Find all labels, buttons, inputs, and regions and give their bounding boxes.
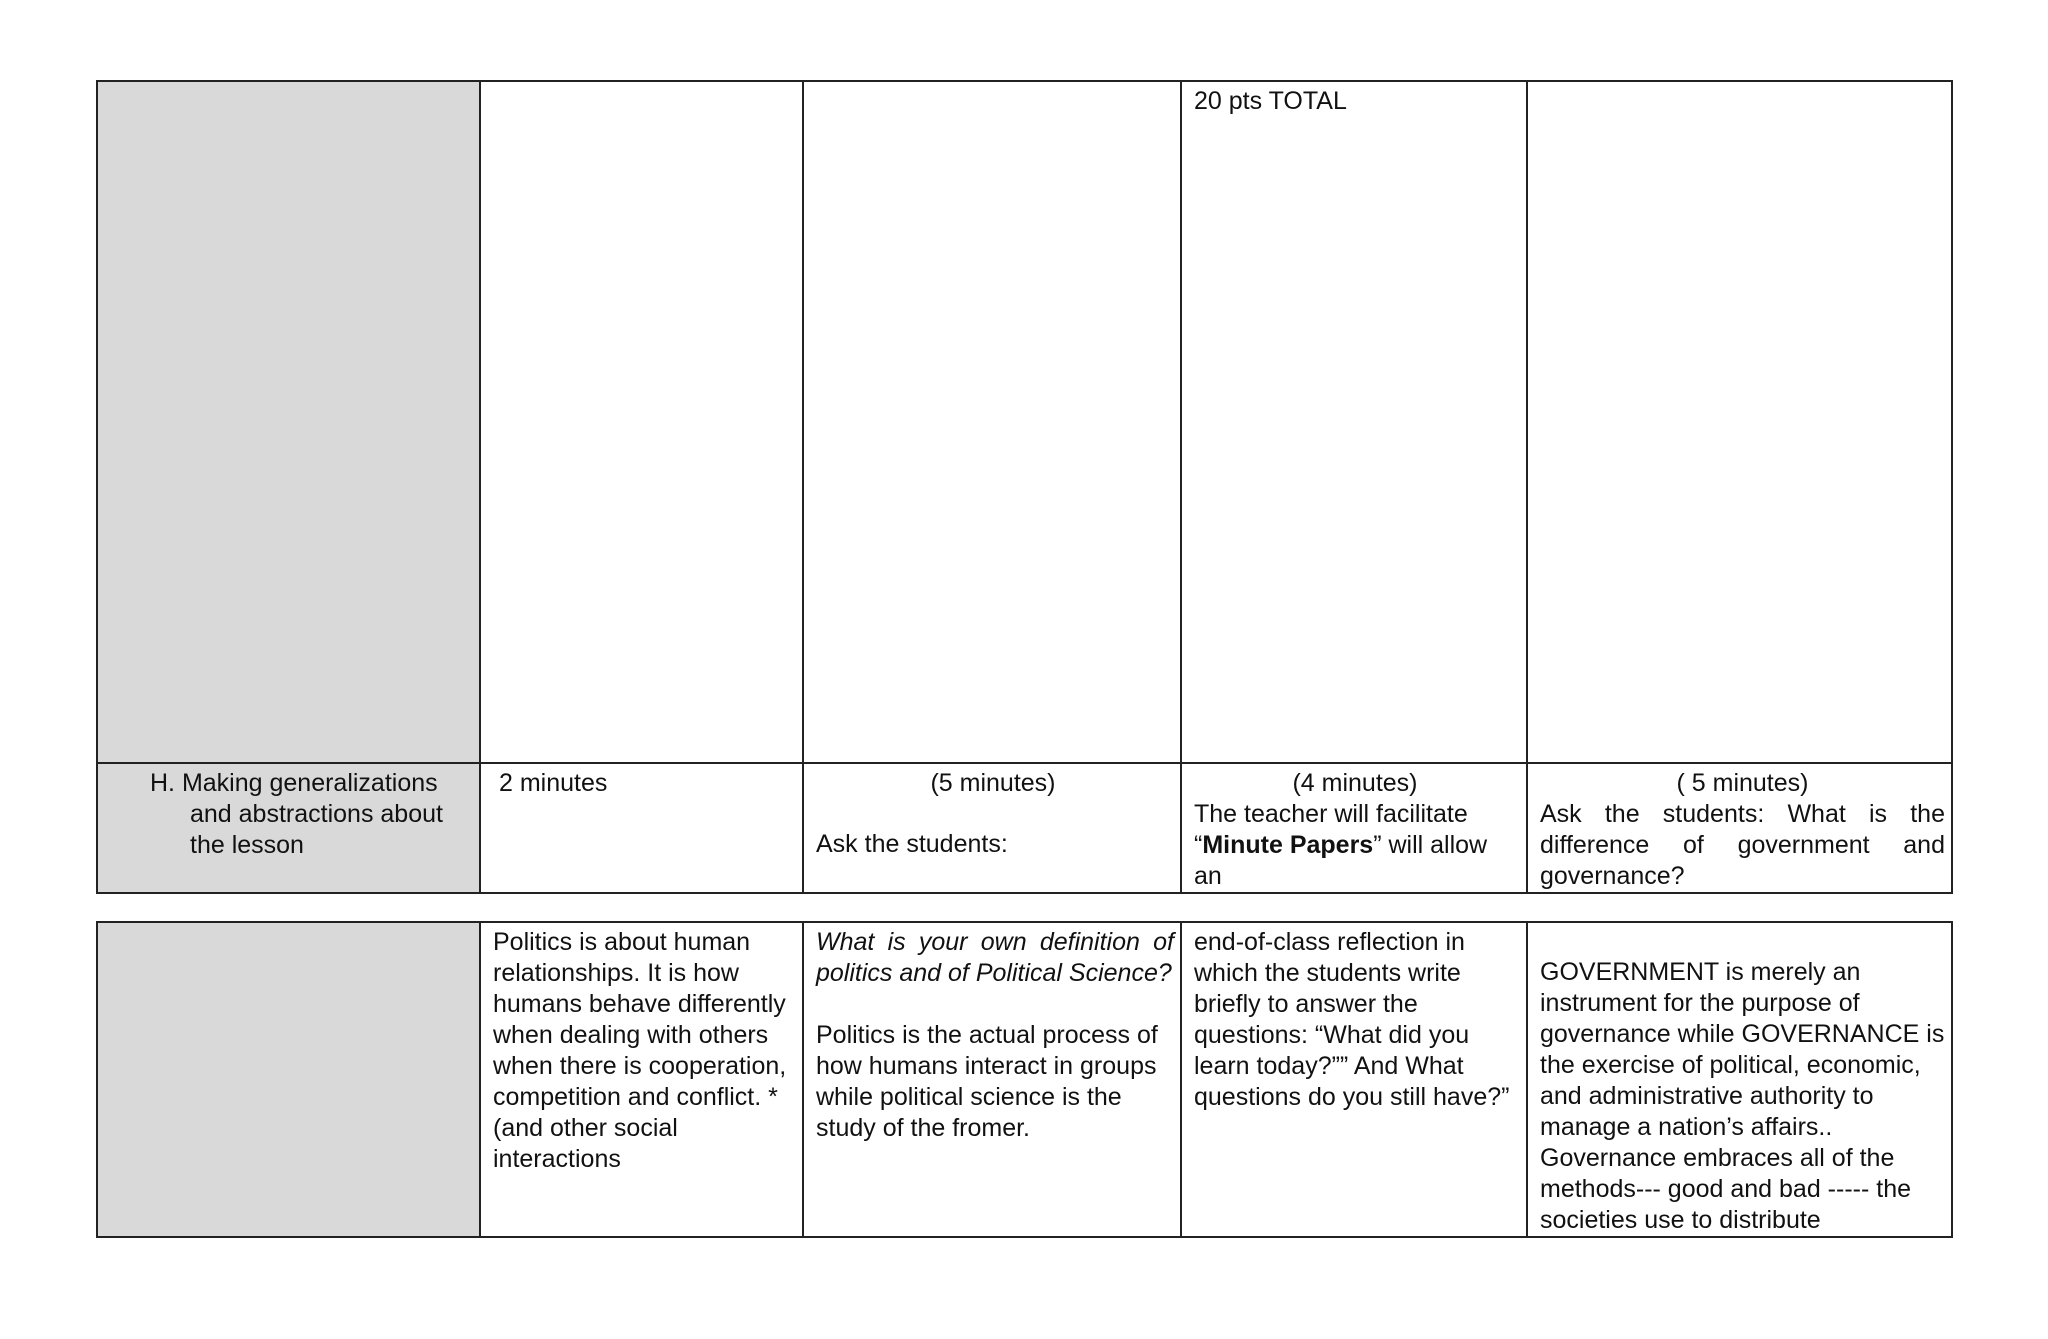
empty-cell	[480, 81, 803, 763]
minute-papers-line2	[1194, 830, 1516, 861]
activity-text: Ask the students:	[816, 830, 1008, 858]
activity-time: (5 minutes)	[930, 769, 1056, 797]
government-governance-cell	[1527, 922, 1952, 1237]
total-points-text: 20 pts TOTAL	[1194, 87, 1347, 115]
minute-papers-line3: an	[1194, 862, 1222, 890]
empty-cell	[803, 81, 1181, 763]
section-label-cell	[97, 81, 480, 763]
political-science-answer: Politics is the actual process of how humans interact in groups while political science is the study of the fromer.	[816, 1021, 1158, 1142]
minute-papers-bold: Minute Papers	[1202, 831, 1374, 859]
section-label-cell	[97, 922, 480, 1237]
government-governance-text: GOVERNMENT is merely an instrument for the purpose of governance while GOVERNANCE is the exercise of political, economic, and administrative authority to manage a nation’s affairs.. Governance embraces all of the methods--- good and bad ----- the societies use to distribute	[1540, 958, 1945, 1234]
governance-question-time: ( 5 minutes)	[1676, 769, 1809, 797]
reflection-cell	[1181, 922, 1527, 1237]
political-science-cell	[803, 922, 1181, 1237]
lesson-plan-table-top	[96, 80, 1953, 894]
minute-papers-content	[1182, 764, 1526, 892]
empty-cell	[1527, 81, 1952, 763]
section-label-h: H. Making generalizations and abstractions about the lesson	[150, 769, 443, 859]
reflection-text: end-of-class reflection in which the students write briefly to answer the questions: “What did you learn today?”” And What questions do you still have?”	[1194, 928, 1510, 1111]
governance-question-text: Ask the students: What is the difference of government and governance?	[1540, 800, 1945, 890]
activity-content	[804, 764, 1180, 860]
spacer	[816, 989, 1174, 1020]
lesson-plan-table-bottom	[96, 921, 1953, 1238]
politics-definition-cell	[480, 922, 803, 1237]
spacer	[816, 799, 1170, 829]
minute-papers-cell	[1181, 763, 1527, 893]
minute-papers-time: (4 minutes)	[1292, 769, 1418, 797]
minute-papers-after: ” will allow	[1373, 831, 1488, 859]
assessment-continuation-row	[97, 81, 1952, 763]
political-science-content	[804, 923, 1180, 1144]
quote-open: “	[1194, 831, 1203, 859]
minute-papers-line1: The teacher will facilitate	[1194, 800, 1468, 828]
answers-row	[97, 922, 1952, 1237]
generalizations-row	[97, 763, 1952, 893]
governance-question-cell	[1527, 763, 1952, 893]
governance-question-content	[1528, 764, 1951, 892]
time-text: 2 minutes	[499, 769, 608, 797]
section-label-cell	[97, 763, 480, 893]
activity-cell	[803, 763, 1181, 893]
time-cell	[480, 763, 803, 893]
political-science-question: What is your own definition of politics and of Political Science?	[816, 928, 1174, 987]
total-points-cell	[1181, 81, 1527, 763]
politics-definition-text: Politics is about human relationships. It is how humans behave differently when dealing with others when there is cooperation, competition and conflict. *(and other social interactions	[493, 928, 787, 1173]
